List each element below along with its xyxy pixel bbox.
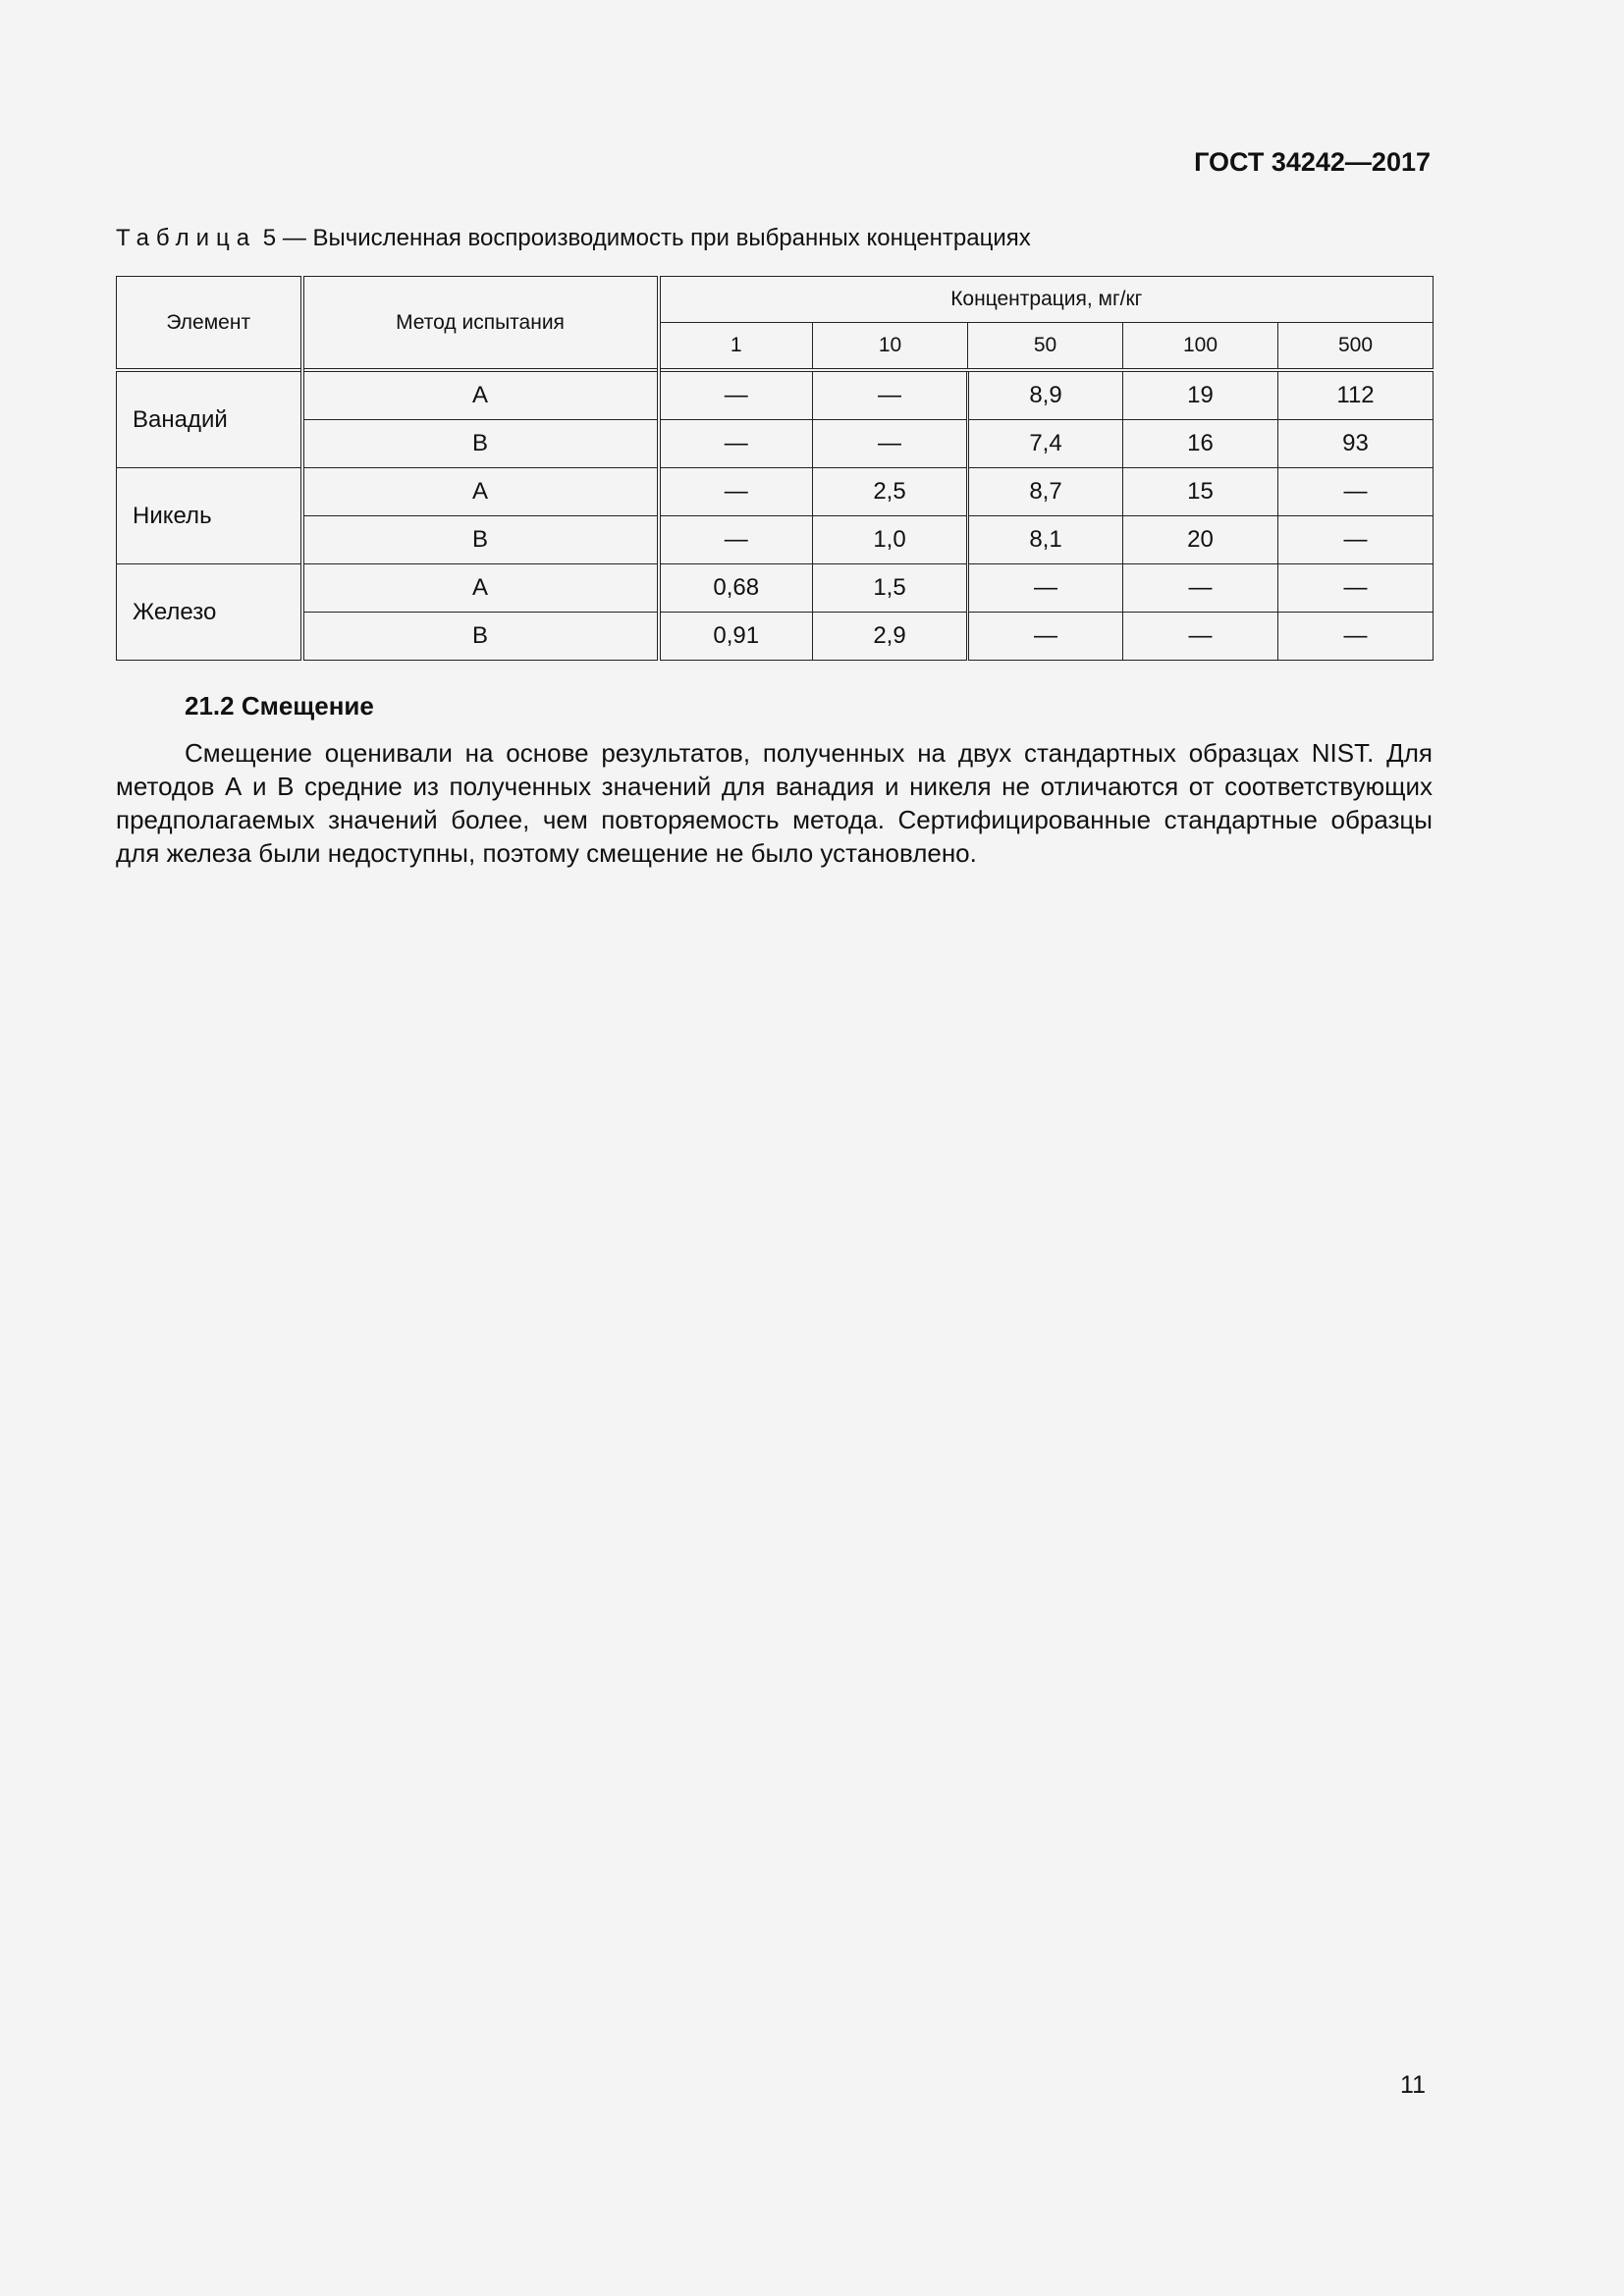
header-conc-10: 10 xyxy=(813,323,968,371)
value-cell: 2,5 xyxy=(813,468,968,516)
header-method: Метод испытания xyxy=(302,277,659,371)
header-element: Элемент xyxy=(117,277,302,371)
value-cell: 1,5 xyxy=(813,564,968,613)
header-conc-50: 50 xyxy=(968,323,1123,371)
section-heading: 21.2 Смещение xyxy=(185,691,374,721)
value-cell: 0,68 xyxy=(659,564,813,613)
table-row xyxy=(117,516,1434,564)
value-cell: — xyxy=(813,420,968,468)
value-cell: — xyxy=(1278,468,1434,516)
value-cell: 15 xyxy=(1123,468,1278,516)
value-cell: 8,9 xyxy=(968,370,1123,420)
method-cell: В xyxy=(302,420,659,468)
table-row xyxy=(117,564,1434,613)
value-cell: — xyxy=(1278,613,1434,661)
value-cell: 20 xyxy=(1123,516,1278,564)
value-cell: — xyxy=(659,516,813,564)
value-cell: — xyxy=(659,420,813,468)
table-caption-prefix: Таблица xyxy=(116,225,257,251)
method-cell: А xyxy=(302,370,659,420)
value-cell: 16 xyxy=(1123,420,1278,468)
table-caption-number: 5 xyxy=(262,225,277,251)
value-cell: — xyxy=(1123,613,1278,661)
value-cell: — xyxy=(1278,516,1434,564)
table-row xyxy=(117,420,1434,468)
value-cell: — xyxy=(659,468,813,516)
value-cell: — xyxy=(1278,564,1434,613)
header-conc-500: 500 xyxy=(1278,323,1434,371)
value-cell: 112 xyxy=(1278,370,1434,420)
method-cell: В xyxy=(302,516,659,564)
value-cell: 1,0 xyxy=(813,516,968,564)
value-cell: — xyxy=(968,564,1123,613)
header-conc-1: 1 xyxy=(659,323,813,371)
element-cell: Никель xyxy=(117,468,302,564)
value-cell: 7,4 xyxy=(968,420,1123,468)
header-conc-100: 100 xyxy=(1123,323,1278,371)
value-cell: — xyxy=(1123,564,1278,613)
value-cell: — xyxy=(813,370,968,420)
method-cell: А xyxy=(302,468,659,516)
document-code: ГОСТ 34242—2017 xyxy=(1194,147,1431,177)
reproducibility-table xyxy=(116,276,1434,661)
value-cell: 93 xyxy=(1278,420,1434,468)
table-row xyxy=(117,370,1434,420)
value-cell: 2,9 xyxy=(813,613,968,661)
page-number: 11 xyxy=(1400,2071,1426,2099)
method-cell: А xyxy=(302,564,659,613)
value-cell: 8,7 xyxy=(968,468,1123,516)
method-cell: В xyxy=(302,613,659,661)
element-cell: Ванадий xyxy=(117,370,302,468)
element-cell: Железо xyxy=(117,564,302,661)
table-row xyxy=(117,468,1434,516)
table-caption xyxy=(116,225,1031,252)
value-cell: — xyxy=(968,613,1123,661)
table-caption-text: — Вычисленная воспроизводимость при выбранных концентрациях xyxy=(282,225,1031,251)
header-concentration: Концентрация, мг/кг xyxy=(659,277,1434,323)
value-cell: 0,91 xyxy=(659,613,813,661)
section-paragraph: Смещение оценивали на основе результатов, полученных на двух стандартных образцах NIST. Для методов А и В средние из полученных значений для ванадия и никеля не отличаются от соответствующих предполагаемых значений более, чем повторяемость метода. Сертифицированные стандартные образцы для железа были недоступны, поэтому смещение не было установлено. xyxy=(116,738,1433,868)
value-cell: 8,1 xyxy=(968,516,1123,564)
value-cell: 19 xyxy=(1123,370,1278,420)
value-cell: — xyxy=(659,370,813,420)
table-row xyxy=(117,613,1434,661)
